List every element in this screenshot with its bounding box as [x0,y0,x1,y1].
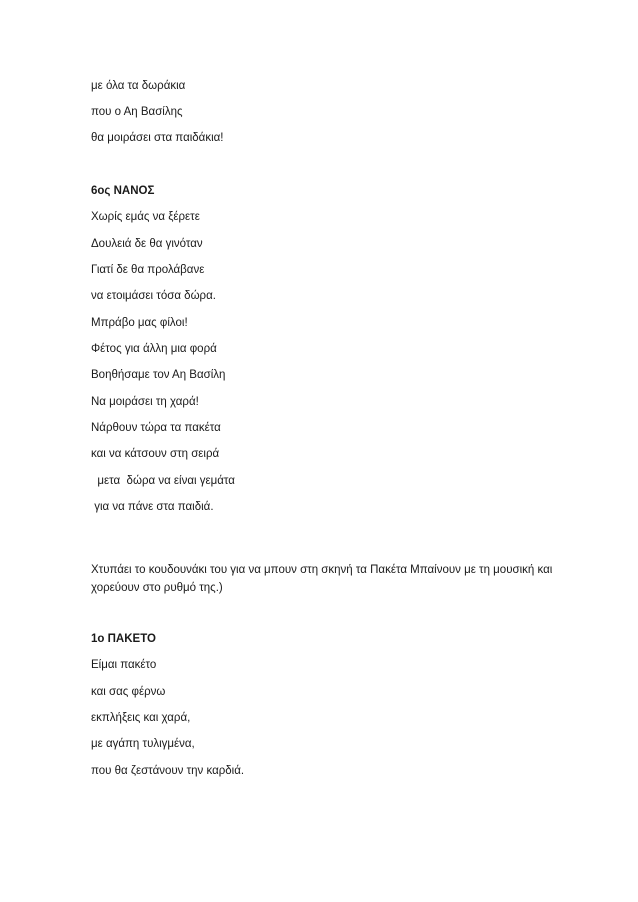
verse-line: με αγάπη τυλιγμένα, [91,738,195,750]
verse-line: να ετοιμάσει τόσα δώρα. [91,290,216,302]
verse-line: με όλα τα δωράκια [91,80,186,92]
verse-line: για να πάνε στα παιδιά. [91,501,214,513]
verse-line: μετα δώρα να είναι γεμάτα [91,475,235,487]
verse-line: Χωρίς εμάς να ξέρετε [91,211,200,223]
verse-line: εκπλήξεις και χαρά, [91,712,191,724]
stage-direction: Χτυπάει το κουδουνάκι του για να μπουν στη σκηνή τα Πακέτα Μπαίνουν με τη μουσική και χορεύουν στο ρυθμό της.) [91,564,553,594]
verse-line: Να μοιράσει τη χαρά! [91,396,199,408]
verse-line: θα μοιράσει στα παιδάκια! [91,132,224,144]
verse-line: Φέτος για άλλη μια φορά [91,343,217,355]
verse-line: και σας φέρνω [91,686,166,698]
verse-line: και να κάτσουν στη σειρά [91,448,220,460]
verse-line: Νάρθουν τώρα τα πακέτα [91,422,221,434]
verse-line: Μπράβο μας φίλοι! [91,317,188,329]
verse-line: που θα ζεστάνουν την καρδιά. [91,765,245,777]
verse-line: Δουλειά δε θα γινόταν [91,238,203,250]
verse-line: Βοηθήσαμε τον Αη Βασίλη [91,369,226,381]
verse-line: Είμαι πακέτο [91,659,157,671]
heading-nanos: 6ος ΝΑΝΟΣ [91,185,155,197]
verse-line: Γιατί δε θα προλάβανε [91,264,205,276]
heading-packet: 1ο ΠΑΚΕΤΟ [91,633,156,645]
verse-line: που ο Αη Βασίλης [91,106,183,118]
